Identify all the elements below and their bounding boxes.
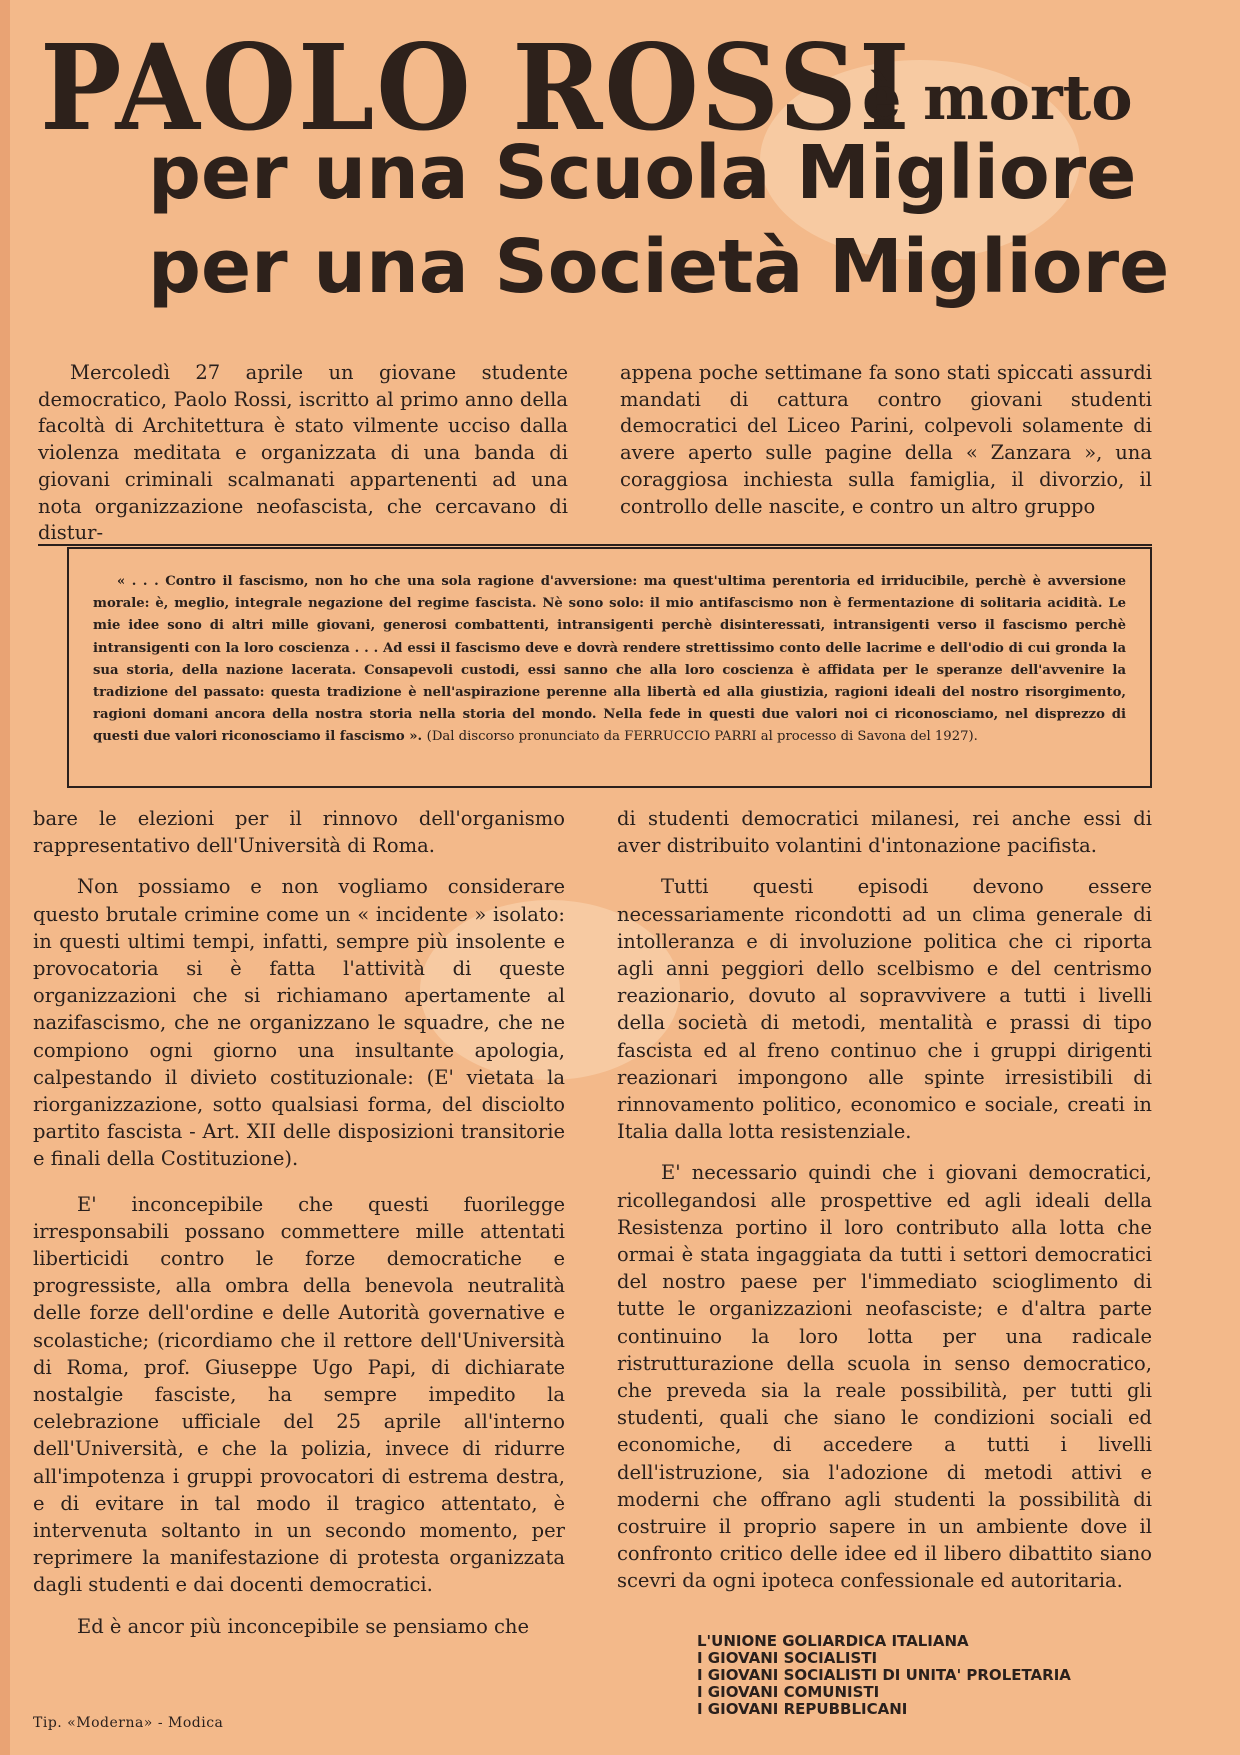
quote-source: (Dal discorso pronunciato da FERRUCCIO PARRI al processo di Savona del 1927).: [426, 729, 978, 745]
paragraph: E' inconcepibile che questi fuorilegge irresponsabili possano commettere mille attentati liberticidi contro le forze democratiche e progressiste, alla ombra della benevola neutralità delle forze dell'ordine e delle Autorità governative e scolastiche; (ricordiamo che il rettore dell'Università di Roma, prof. Giuseppe Ugo Papi, di dichiarate nostalgie fasciste, ha sempre impedito la celebrazione ufficiale del 25 aprile all'interno dell'Università, e che la polizia, invece di ridurre all'impotenza i gruppi provocatori di estrema destra, e di evitare in tal modo il tragico attentato, è intervenuta soltanto in un secondo momento, per reprimere la manifestazione di protesta organizzata dagli studenti e dai docenti democratici.: [33, 1192, 565, 1597]
body-left-column: [33, 805, 565, 1654]
signatory: I GIOVANI SOCIALISTI: [697, 1649, 878, 1667]
quote-body: « . . . Contro il fascismo, non ho che una sola ragione d'avversione: ma quest'ultima perentoria ed irriducibile, perchè è avversione morale: è, meglio, integrale negazione del regime fascista. Nè sono solo: il mio antifascismo non è fermentazione di solitaria acidità. Le mie idee sono di altri mille giovani, generosi combattenti, intransigenti perchè disinteressati, intransigenti verso il fascismo perchè intransigenti con la loro coscienza . . . Ad essi il fascismo deve e dovrà rendere strettissimo conto delle lacrime e dell'odio di cui gronda la sua storia, della nazione lacerata. Consapevoli custodi, essi sanno che alla loro coscienza è affidata per le speranze dell'avvenire la tradizione del passato: questa tradizione è nell'aspirazione perenne alla libertà ed alla giustizia, ragioni ideali del nostro risorgimento, ragioni domani ancora della nostra storia nella storia del mondo. Nella fede in questi due valori noi ci riconosciamo, nel disprezzo di questi due valori riconosciamo il fascismo ».: [93, 574, 1126, 745]
quote-text: [93, 571, 1126, 749]
signatory: I GIOVANI REPUBBLICANI: [697, 1700, 908, 1718]
headline-line-2: per una Scuola Migliore: [148, 130, 1137, 216]
paragraph: di studenti democratici milanesi, rei anche essi di aver distribuito volantini d'intonazione pacifista.: [617, 807, 1152, 858]
paper-edge: [0, 0, 10, 1755]
paragraph: E' necessario quindi che i giovani democratici, ricollegandosi alle prospettive ed agli ideali della Resistenza portino il loro contributo alla lotta che ormai è stata ingaggiata da tutti i settori democratici del nostro paese per l'immediato scioglimento di tutte le organizzazioni neofasciste; e d'altra parte continuino la loro lotta per una radicale ristrutturazione della scuola in senso democratico, che preveda sia la reale possibilità, per tutti gli studenti, quali che siano le condizioni sociali ed economiche, di accedere a tutti i livelli dell'istruzione, sia l'adozione di metodi attivi e moderni che offrano agli studenti la possibilità di costruire il proprio sapere in un ambiente dove il confronto critico delle idee ed il libero dibattito siano scevri da ogni ipoteca confessionale ed autoritaria.: [617, 1161, 1152, 1593]
intro-left-column: Mercoledì 27 aprile un giovane studente democratico, Paolo Rossi, iscritto al primo anno della facoltà di Architettura è stato vilmente ucciso dalla violenza meditata e organizzata di una banda di giovani criminali scalmanati appartenenti ad una nota organizzazione neofascista, che cercavano di distur-: [38, 361, 568, 545]
headline-name: PAOLO ROSSI: [40, 18, 912, 157]
intro-right-column: appena poche settimane fa sono stati spiccati assurdi mandati di cattura contro giovani studenti democratici del Liceo Parini, colpevoli solamente di avere aperto sulle pagine della « Zanzara », una coraggiosa inchiesta sulla famiglia, il divorzio, il controllo delle nascite, e contro un altro gruppo: [620, 361, 1152, 518]
paragraph: Tutti questi episodi devono essere necessariamente ricondotti ad un clima generale di intolleranza e di involuzione politica che ci riporta agli anni peggiori dello scelbismo e del centrismo reazionario, dovuto al sopravvivere a tutti i livelli della società di metodi, mentalità e prassi di tipo fascista ed al freno continuo che i gruppi dirigenti reazionari impongono alle spinte irresistibili di rinnovamento politico, economico e sociale, creati in Italia dalla lotta resistenziale.: [617, 875, 1152, 1144]
printer-credit: Tip. «Moderna» - Modica: [33, 1715, 224, 1731]
signatories-list: [697, 1633, 1217, 1718]
body-right-column: [617, 805, 1152, 1609]
quote-box: [67, 547, 1152, 788]
signatory: I GIOVANI SOCIALISTI DI UNITA' PROLETARIA: [697, 1666, 1071, 1684]
paragraph: Ed è ancor più inconcepibile se pensiamo che: [77, 1614, 530, 1638]
headline-verb: è morto: [862, 61, 1133, 134]
signatory: I GIOVANI COMUNISTI: [697, 1683, 880, 1701]
signatory: L'UNIONE GOLIARDICA ITALIANA: [697, 1632, 969, 1650]
paragraph: bare le elezioni per il rinnovo dell'organismo rappresentativo dell'Università di Roma.: [33, 807, 565, 858]
paragraph: Non possiamo e non vogliamo considerare questo brutale crimine come un « incidente » isolato: in questi ultimi tempi, infatti, sempre più insolente e provocatoria si è fatta l'attività di queste organizzazioni che si richiamano apertamente al nazifascismo, che ne organizzano le squadre, che ne compiono ogni giorno una insultante apologia, calpestando il divieto costituzionale: (E' vietata la riorganizzazione, sotto qualsiasi forma, del disciolto partito fascista - Art. XII delle disposizioni transitorie e finali della Costituzione).: [33, 875, 565, 1171]
headline-line-3: per una Società Migliore: [148, 224, 1170, 310]
quote-top-rule: [38, 544, 1152, 546]
